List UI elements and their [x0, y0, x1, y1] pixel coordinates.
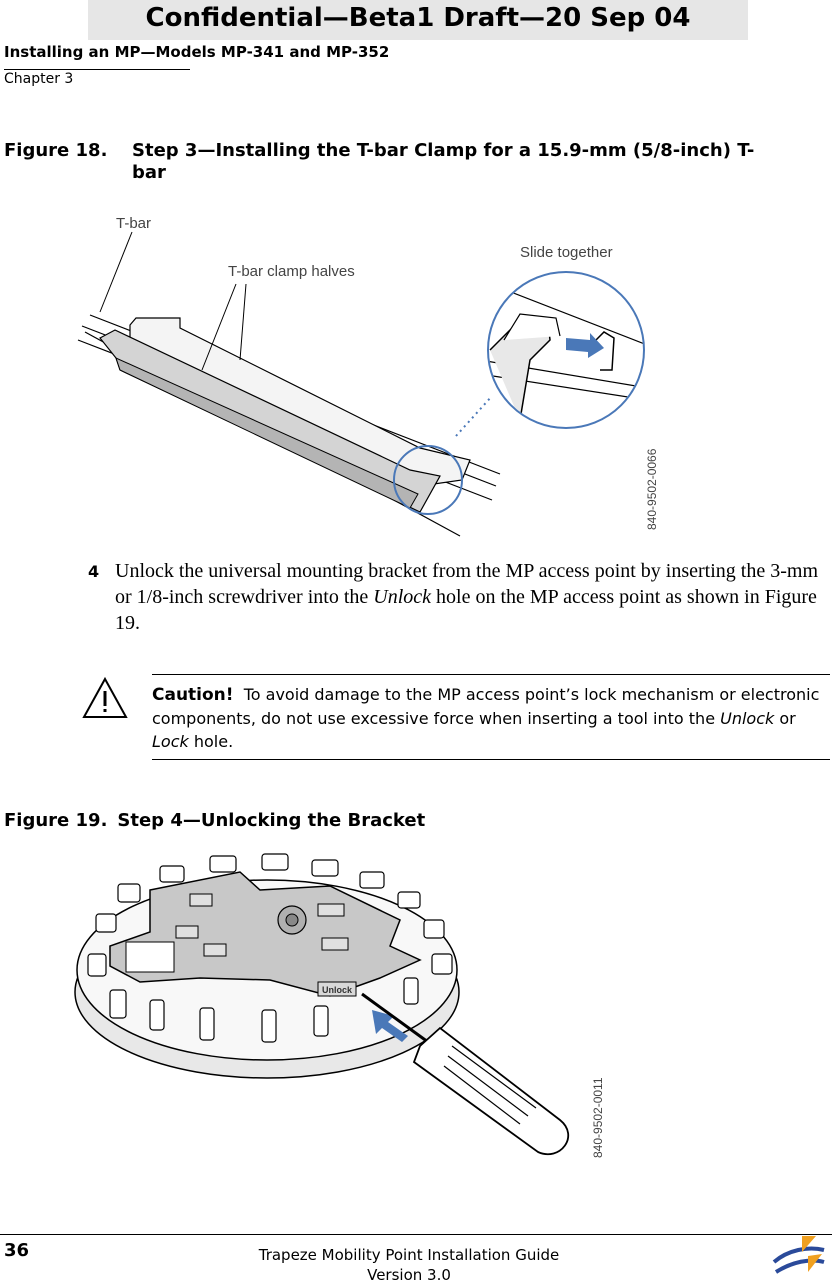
caution-text: Caution! To avoid damage to the MP access point’s lock mechanism or electronic components, do not use excessive force when inserting a tool into the Unlock or Lock hole. [152, 685, 820, 751]
figure-19-title: Step 4—Unlocking the Bracket [117, 810, 426, 831]
unlock-hole-label: Unlock [322, 985, 353, 995]
figure-19-part-code: 840-9502-0011 [591, 1077, 605, 1158]
confidential-banner: Confidential—Beta1 Draft—20 Sep 04 [88, 0, 748, 40]
trapeze-logo-icon [768, 1232, 828, 1282]
figure-19-unlock-bracket-illustration [0, 850, 832, 1210]
tbar-label: T-bar [116, 215, 152, 232]
page-number: 36 [4, 1240, 30, 1261]
figure-19-number: Figure 19. [4, 810, 108, 831]
caution-box [152, 674, 830, 760]
slide-together-label: Slide together [520, 244, 613, 261]
step-4-text: Unlock the universal mounting bracket from the MP access point by inserting the 3-mm or 1/8-inch screwdriver into the Unlock hole on the MP access point as shown in Figure 19. [115, 560, 818, 634]
figure-19-caption [4, 810, 425, 831]
screwdriver-handle [414, 1028, 568, 1154]
figure-18-title: Step 3—Installing the T-bar Clamp for a 15.9-mm (5/8-inch) T-bar [132, 140, 755, 183]
footer-guide-title: Trapeze Mobility Point Installation Guide [258, 1246, 560, 1264]
step-4-number: 4 [88, 562, 100, 581]
running-header-chapter: Chapter 3 [4, 69, 190, 87]
caution-label: Caution! [152, 685, 234, 705]
figure-18-tbar-clamp-illustration [0, 190, 832, 550]
footer-rule [0, 1234, 832, 1235]
mounting-bracket [110, 872, 420, 996]
caution-icon [82, 676, 128, 720]
running-header-title: Installing an MP—Models MP-341 and MP-352 [4, 43, 390, 61]
clamp-half-back [130, 318, 470, 486]
footer-version: Version 3.0 [367, 1266, 451, 1284]
clamp-halves-label: T-bar clamp halves [228, 263, 355, 280]
figure-18-part-code: 840-9502-0066 [645, 448, 659, 530]
figure-18-number: Figure 18. [4, 140, 108, 161]
footer-document-title [184, 1245, 634, 1285]
